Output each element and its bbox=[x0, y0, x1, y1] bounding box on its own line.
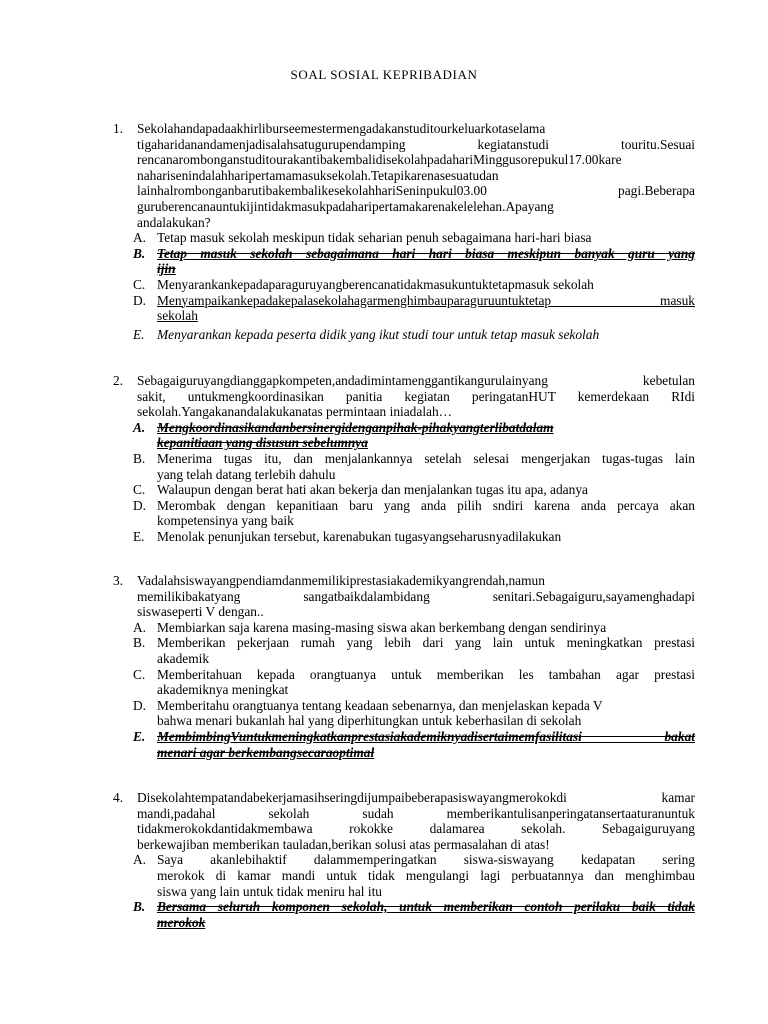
option-letter: D. bbox=[133, 497, 147, 513]
option-text: Walaupun dengan berat hati akan bekerja dan menjalankan tugas itu apa, adanya bbox=[157, 482, 588, 498]
option-text: kepanitiaan yang disusun sebelumnya bbox=[157, 435, 368, 451]
option-text: ijin bbox=[157, 261, 176, 277]
option-letter: B. bbox=[133, 245, 146, 261]
option-a bbox=[133, 620, 695, 636]
option-list bbox=[113, 420, 695, 545]
stem-line: naharisenindalahharipertamamasuksekolah.Tetapikarenasesuatudan bbox=[137, 167, 499, 183]
option-text: akademik bbox=[157, 650, 210, 666]
stem-line: lainhalrombonganbarutibakembalikesekolahhariSeninpukul03.00 pagi.Beberapa bbox=[137, 183, 695, 199]
stem-line: siswaseperti V dengan.. bbox=[137, 604, 264, 620]
option-letter: E. bbox=[133, 326, 145, 342]
option-text: Memberitahuan kepada orangtuanya untuk memberikan les tambahan agar prestasi bbox=[157, 666, 695, 682]
question-number: 3. bbox=[113, 573, 124, 588]
question-number: 1. bbox=[113, 121, 124, 136]
option-d bbox=[133, 698, 695, 729]
stem-line: Disekolahtempatandabekerjamasihseringdijumpaibeberapasiswayangmerokokdi kamar bbox=[137, 790, 695, 805]
question-2 bbox=[113, 373, 695, 545]
question-1 bbox=[113, 121, 695, 342]
option-e bbox=[133, 529, 695, 545]
option-letter: A. bbox=[133, 419, 146, 435]
option-a-selected bbox=[133, 420, 695, 451]
option-d bbox=[133, 498, 695, 529]
option-text: Saya akanlebihaktif dalammemperingatkan siswa-siswayang kedapatan sering bbox=[157, 852, 695, 868]
option-letter: B. bbox=[133, 450, 146, 466]
stem-line: tidakmerokokdantidakmembawa rokokke dalamarea sekolah. Sebagaiguruyang bbox=[137, 821, 695, 837]
question-stem bbox=[137, 790, 695, 852]
option-c bbox=[133, 277, 695, 293]
option-text: kompetensinya yang baik bbox=[157, 513, 294, 529]
option-list bbox=[113, 620, 695, 760]
option-letter: C. bbox=[133, 482, 146, 498]
option-text: merokok di kamar mandi untuk tidak mengulangi lagi perbuatannya dan menghimbau bbox=[157, 867, 695, 883]
option-letter: B. bbox=[133, 635, 146, 651]
option-text: Membiarkan saja karena masing-masing siswa akan berkembang dengan sendirinya bbox=[157, 619, 607, 635]
stem-line: Sekolahandapadaakhirliburseemestermengadakanstuditourkeluarkotaselama bbox=[137, 121, 546, 136]
option-letter: D. bbox=[133, 292, 147, 308]
option-b-selected bbox=[133, 899, 695, 930]
option-text: Memberikan pekerjaan rumah yang lebih dari yang lain untuk meningkatkan prestasi bbox=[157, 635, 695, 651]
option-letter: E. bbox=[133, 528, 145, 544]
option-text: menari agar berkembangsecaraoptimal bbox=[157, 744, 375, 760]
stem-line: tigaharidanandamenjadisalahsatugurupendamping kegiatanstudi touritu.Sesuai bbox=[137, 136, 695, 152]
option-c bbox=[133, 667, 695, 698]
option-text: Menolak penunjukan tersebut, karenabukan tugasyangseharusnyadilakukan bbox=[157, 528, 562, 544]
option-letter: B. bbox=[133, 899, 146, 915]
stem-line: rencanarombonganstuditourakantibakembalidisekolahpadahariMinggusorepukul17.00kare bbox=[137, 152, 622, 168]
option-letter: A. bbox=[133, 619, 147, 635]
stem-line: Vadalahsiswayangpendiamdanmemilikiprestasiakademikyangrendah,namun bbox=[137, 573, 545, 588]
stem-line: sakit, untukmengkoordinasikan panitia kegiatan peringatanHUT kemerdekaan RIdi bbox=[137, 388, 695, 404]
stem-line: sekolah.Yangakanandalakukanatas permintaan iniadalah… bbox=[137, 404, 453, 420]
option-text: Tetap masuk sekolah meskipun tidak seharian penuh sebagaimana hari-hari biasa bbox=[157, 230, 592, 246]
question-stem bbox=[137, 373, 695, 420]
option-text: siswa yang lain untuk tidak meniru hal itu bbox=[157, 883, 382, 899]
option-letter: A. bbox=[133, 230, 147, 246]
option-a bbox=[133, 852, 695, 899]
option-c bbox=[133, 482, 695, 498]
option-e-selected bbox=[133, 729, 695, 760]
option-text: Mengkoordinasikandanbersinergidenganpihak-pihakyangterlibatdalam bbox=[157, 419, 554, 435]
option-text: bahwa menari bukanlah hal yang diperhitungkan untuk keberhasilan di sekolah bbox=[157, 713, 582, 729]
option-d bbox=[133, 293, 695, 324]
stem-line: guruberencanauntukijintidakmasukpadaharipertamakarenakelelehan.Apayang bbox=[137, 198, 554, 214]
option-list bbox=[113, 230, 695, 342]
option-text: Bersama seluruh komponen sekolah, untuk memberikan contoh perilaku baik tidak bbox=[157, 899, 695, 915]
option-text: akademiknya meningkat bbox=[157, 682, 289, 698]
option-list bbox=[113, 852, 695, 930]
question-3 bbox=[113, 573, 695, 760]
option-text: Menyarankan kepada peserta didik yang ikut studi tour untuk tetap masuk sekolah bbox=[157, 326, 600, 342]
option-b bbox=[133, 451, 695, 482]
question-stem bbox=[137, 573, 695, 620]
option-letter: E. bbox=[133, 728, 146, 744]
option-text: MembimbingVuntukmeningkatkanprestasiakademiknyadisertaimemfasilitasi bakat bbox=[157, 728, 695, 744]
option-a bbox=[133, 230, 695, 246]
option-text: yang telah datang terlebih dahulu bbox=[157, 466, 336, 482]
option-text: merokok bbox=[157, 914, 206, 930]
option-b bbox=[133, 635, 695, 666]
option-text: Tetap masuk sekolah sebagaimana hari hari biasa meskipun banyak guru yang bbox=[157, 245, 695, 261]
question-stem bbox=[137, 121, 695, 230]
option-text: Menyarankankepadaparaguruyangberencanatidakmasukuntuktetapmasuk sekolah bbox=[157, 276, 594, 292]
option-e bbox=[133, 327, 695, 343]
option-letter: A. bbox=[133, 852, 147, 868]
option-text: Merombak dengan kepanitiaan baru yang anda pilih sndiri karena anda percaya akan bbox=[157, 497, 695, 513]
option-letter: C. bbox=[133, 276, 146, 292]
question-number: 4. bbox=[113, 790, 124, 805]
question-number: 2. bbox=[113, 373, 124, 388]
option-letter: C. bbox=[133, 666, 146, 682]
option-text: Memberitahu orangtuanya tentang keadaan sebenarnya, dan menjelaskan kepada V bbox=[157, 697, 603, 713]
question-4 bbox=[113, 790, 695, 930]
stem-line: memilikibakatyang sangatbaikdalambidang senitari.Sebagaiguru,sayamenghadapi bbox=[137, 588, 695, 604]
stem-line: mandi,padahal sekolah sudah memberikantulisanperingatansertaaturanuntuk bbox=[137, 805, 695, 821]
option-text: Menerima tugas itu, dan menjalankannya setelah selesai mengerjakan tugas-tugas lain bbox=[157, 450, 695, 466]
stem-line: Sebagaiguruyangdianggapkompeten,andadimintamenggantikangurulainyang kebetulan bbox=[137, 373, 695, 388]
stem-line: andalakukan? bbox=[137, 214, 211, 230]
option-text: Menyampaikankepadakepalasekolahagarmenghimbauparaguruuntuktetap masuk bbox=[157, 292, 695, 308]
document-title: SOAL SOSIAL KEPRIBADIAN bbox=[290, 67, 478, 82]
option-b-selected bbox=[133, 246, 695, 277]
option-letter: D. bbox=[133, 697, 147, 713]
option-text: sekolah bbox=[157, 308, 198, 324]
stem-line: berkewajiban memberikan tauladan,berikan solusi atas permasalahan di atas! bbox=[137, 836, 550, 852]
